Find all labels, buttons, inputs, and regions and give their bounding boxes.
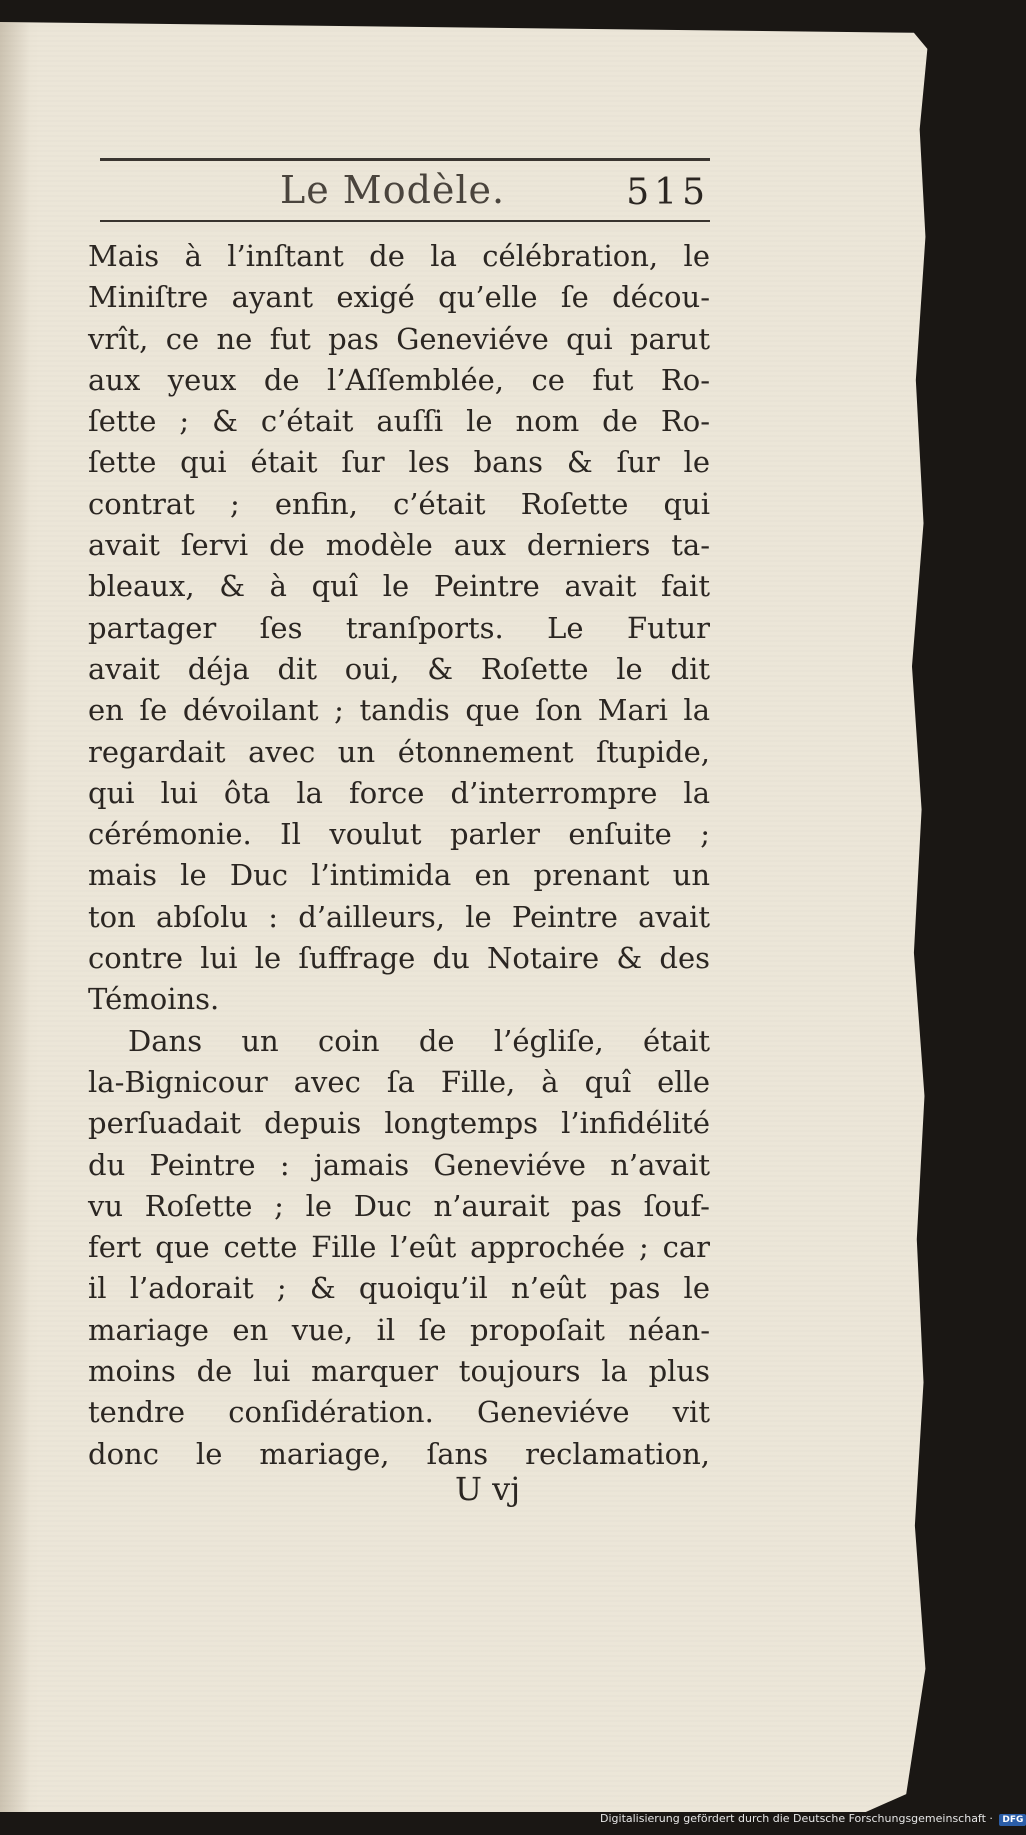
text-line: regardait avec un étonnement ſtupide,: [88, 734, 710, 769]
text-line: contrat ; enfin, c’était Roſette qui: [88, 486, 710, 521]
text-line: mais le Duc l’intimida en prenant un: [88, 858, 710, 893]
text-line: il l’adorait ; & quoiqu’il n’eût pas le: [88, 1271, 710, 1306]
header-rule-bottom: [100, 220, 710, 222]
credit-text: Digitalisierung gefördert durch die Deutsche Forschungsgemeinschaft ·: [600, 1812, 993, 1825]
text-line: cérémonie. Il voulut parler enſuite ;: [88, 817, 710, 852]
text-line: avait ſervi de modèle aux derniers ta-: [88, 528, 710, 563]
text-line: ſette ; & c’était auſſi le nom de Ro-: [88, 404, 710, 439]
running-title: Le Modèle.: [280, 168, 506, 212]
text-line-paragraph-end: Témoins.: [88, 982, 220, 1017]
text-line: vrît, ce ne fut pas Geneviéve qui parut: [88, 321, 710, 356]
binding-shadow: [0, 22, 30, 1812]
text-line: donc le mariage, ſans reclamation,: [88, 1436, 710, 1471]
text-line: la-Bignicour avec ſa Fille, à quî elle: [88, 1064, 710, 1099]
text-line: fert que cette Fille l’eût approchée ; car: [88, 1230, 710, 1265]
text-line: vu Roſette ; le Duc n’aurait pas ſouf-: [88, 1188, 710, 1223]
header-rule-top: [100, 158, 710, 161]
page-header: [100, 168, 710, 218]
text-line: aux yeux de l’Aſſemblée, ce fut Ro-: [88, 362, 710, 397]
text-line: ton abſolu : d’ailleurs, le Peintre avait: [88, 899, 710, 934]
text-line: en ſe dévoilant ; tandis que ſon Mari la: [88, 693, 710, 728]
page-number: 515: [626, 172, 710, 213]
text-line: tendre conſidération. Geneviéve vit: [88, 1395, 710, 1430]
text-line: avait déja dit oui, & Roſette le dit: [88, 651, 710, 686]
text-line: moins de lui marquer toujours la plus: [88, 1354, 710, 1389]
text-line: partager ſes tranſports. Le Futur: [88, 610, 710, 645]
text-line: perſuadait depuis longtemps l’infidélité: [88, 1106, 710, 1141]
text-line-paragraph-start: Dans un coin de l’égliſe, était: [128, 1023, 710, 1058]
text-line: Miniſtre ayant exigé qu’elle ſe décou-: [88, 280, 710, 315]
page-footer-signature: [100, 1470, 710, 1520]
digitization-credit: [600, 1812, 1024, 1832]
dfg-logo: DFG: [999, 1814, 1026, 1826]
text-line: ſette qui était ſur les bans & ſur le: [88, 445, 710, 480]
text-line: bleaux, & à quî le Peintre avait fait: [88, 569, 710, 604]
text-line: du Peintre : jamais Geneviéve n’avait: [88, 1147, 710, 1182]
body-text: [88, 236, 710, 1475]
text-line: qui lui ôta la force d’interrompre la: [88, 775, 710, 810]
text-line: mariage en vue, il ſe propoſait néan-: [88, 1312, 710, 1347]
text-line: contre lui le ſuffrage du Notaire & des: [88, 941, 710, 976]
signature-mark: U vj: [455, 1470, 521, 1508]
text-line: Mais à l’inſtant de la célébration, le: [88, 239, 710, 273]
